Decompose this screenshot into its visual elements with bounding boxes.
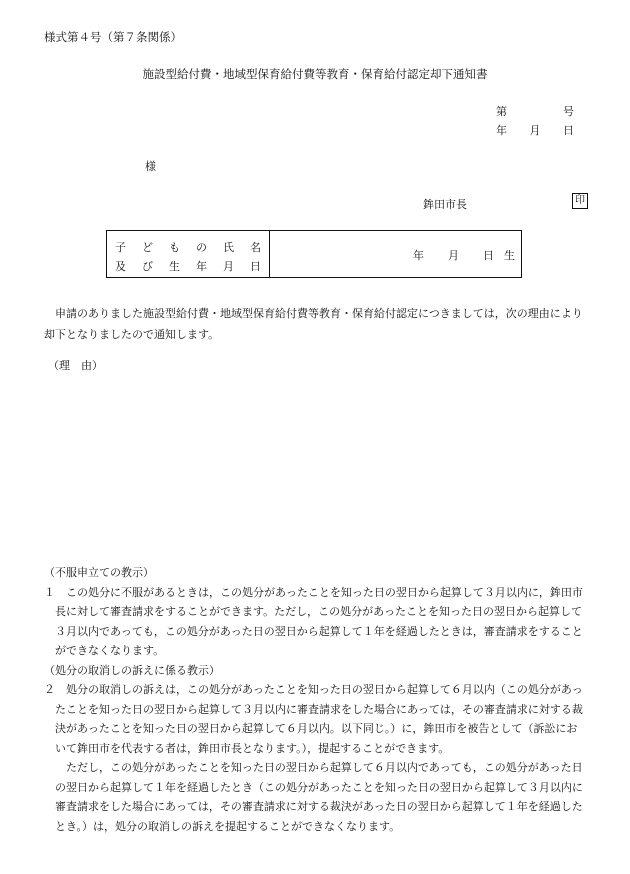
date-year: 年 — [496, 124, 507, 137]
birth-suffix: 生 — [504, 249, 515, 262]
date-month: 月 — [529, 124, 541, 137]
birth-date-line — [413, 247, 515, 263]
notice-item-2: ２ 処分の取消しの訴えは，この処分があったことを知った日の翌日から起算して６月以内（この処分があったことを知った日の翌日から起算して３月以内に審査請求をした場合にあっては，その審査請求に対する裁決があったことを知った日の翌日から起算して６月以内。以下同じ。）に，鉾田市を被告として（訴訟において鉾田市を代表する者は，鉾田市長となります。），提起することができます。 — [44, 683, 583, 755]
notice-heading-2: （処分の取消しの訴えに係る教示） — [44, 663, 220, 677]
main-paragraph: 申請のありました施設型給付費・地域型保育給付費等教育・保育給付認定につきましては，次の理由により却下となりましたので通知します。 — [44, 307, 583, 341]
child-info-table — [106, 230, 522, 278]
birth-month: 月 — [448, 249, 459, 262]
form-number: 様式第４号（第７条関係） — [44, 30, 182, 44]
doc-number-prefix: 第 — [496, 105, 507, 118]
birth-year: 年 — [413, 249, 424, 262]
child-label-row1: 子 ど も の 氏 名 — [115, 241, 261, 254]
notice-item-1: １ この処分に不服があるときは，この処分があったことを知った日の翌日から起算して３月以内に，鉾田市長に対して審査請求をすることができます。ただし，この処分があったことを知った日の翌日から起算して３月以内であっても，この処分があった日の翌日から起算して１年を経過したときは，審査請求をすることができなくなります。 — [44, 585, 583, 657]
recipient-honorific: 様 — [145, 160, 156, 173]
child-label-row2: 及 び 生 年 月 日 — [115, 260, 261, 273]
date-day: 日 — [563, 124, 574, 137]
sender-name: 鉾田市長 — [423, 198, 467, 211]
document-title: 施設型給付費・地域型保育給付費等教育・保育給付認定却下通知書 — [142, 67, 488, 81]
appeal-notice — [44, 563, 586, 836]
birth-day: 日 — [483, 249, 494, 262]
seal-mark: 印 — [572, 193, 588, 209]
reason-label: （理 由） — [48, 359, 103, 372]
notice-item-2-continuation: ただし，この処分があったことを知った日の翌日から起算して６月以内であっても，この処分があった日の翌日から起算して１年を経過したとき（この処分があったことを知った日の翌日から起算して３月以内に審査請求をした場合にあっては，その審査請求に対する裁決があった日の翌日から起算して１年を経過したとき。）は，処分の取消しの訴えを提起することができなくなります。 — [55, 761, 583, 833]
doc-number-suffix: 号 — [563, 105, 574, 118]
child-label-cell — [107, 231, 270, 277]
notice-heading-1: （不服申立ての教示） — [44, 566, 154, 579]
